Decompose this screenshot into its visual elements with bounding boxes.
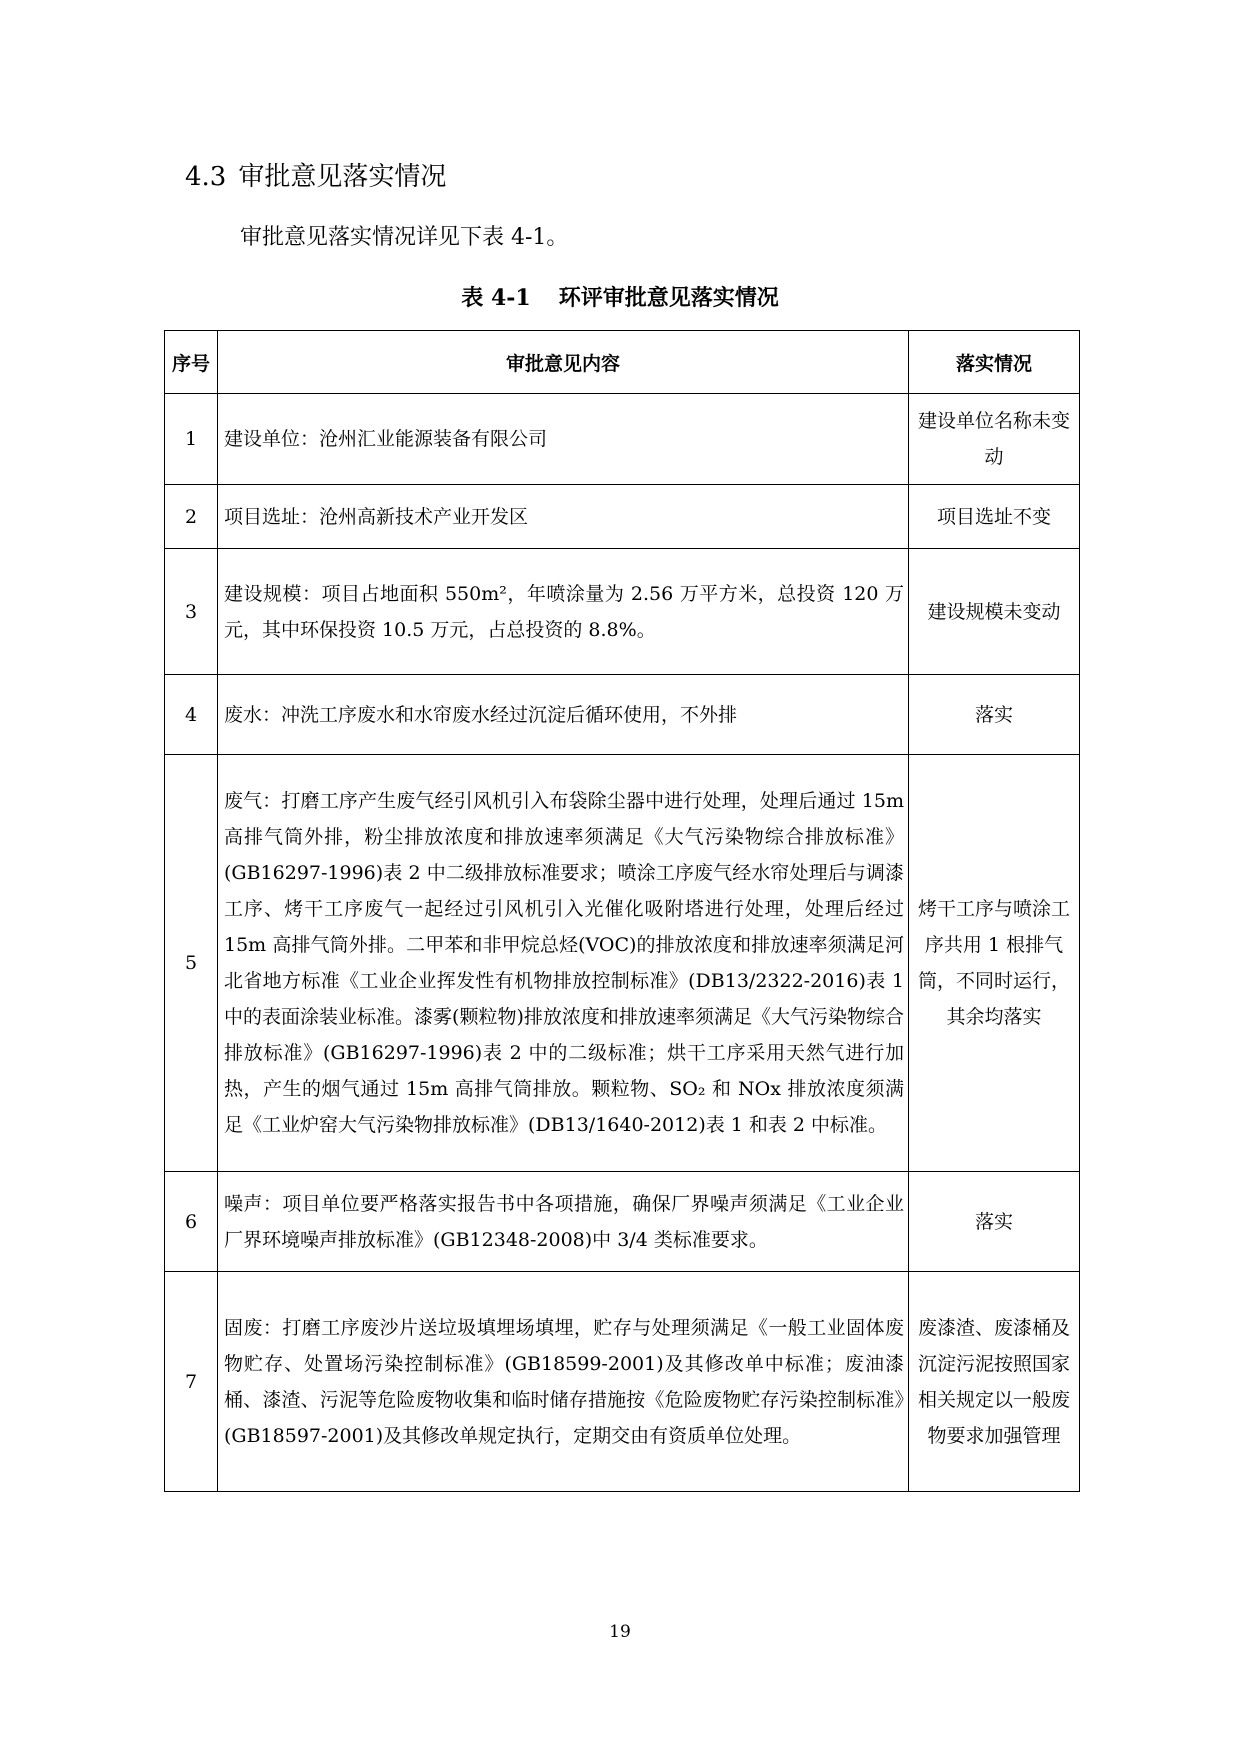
row-no: 2 — [165, 485, 218, 549]
page-number: 19 — [609, 1622, 631, 1642]
row-content: 噪声：项目单位要严格落实报告书中各项措施，确保厂界噪声须满足《工业企业厂界环境噪声排放标准》(GB12348-2008)中 3/4 类标准要求。 — [218, 1172, 909, 1272]
row-status: 建设单位名称未变动 — [909, 394, 1080, 485]
row-content: 建设单位：沧州汇业能源装备有限公司 — [218, 394, 909, 485]
row-no: 7 — [165, 1272, 218, 1492]
table-row — [165, 755, 1080, 1172]
table-row — [165, 675, 1080, 755]
header-status: 落实情况 — [909, 331, 1080, 394]
row-no: 5 — [165, 755, 218, 1172]
table-caption-number: 表 4-1 — [461, 285, 531, 311]
row-no: 4 — [165, 675, 218, 755]
table-row — [165, 1172, 1080, 1272]
row-no: 3 — [165, 549, 218, 675]
row-content: 项目选址：沧州高新技术产业开发区 — [218, 485, 909, 549]
row-content: 固废：打磨工序废沙片送垃圾填埋场填埋，贮存与处理须满足《一般工业固体废物贮存、处置场污染控制标准》(GB18599-2001)及其修改单中标准；废油漆桶、漆渣、污泥等危险废物收集和临时储存措施按《危险废物贮存污染控制标准》(GB18597-2001)及其修改单规定执行，定期交由有资质单位处理。 — [218, 1272, 909, 1492]
section-heading — [185, 160, 446, 194]
approval-opinions-table — [164, 330, 1080, 1492]
table-row — [165, 394, 1080, 485]
row-status: 落实 — [909, 675, 1080, 755]
row-status: 项目选址不变 — [909, 485, 1080, 549]
row-content: 废水：冲洗工序废水和水帘废水经过沉淀后循环使用，不外排 — [218, 675, 909, 755]
table-row — [165, 485, 1080, 549]
table-row — [165, 1272, 1080, 1492]
section-number: 4.3 — [185, 162, 227, 192]
row-status: 烤干工序与喷涂工序共用 1 根排气筒，不同时运行，其余均落实 — [909, 755, 1080, 1172]
table-row — [165, 549, 1080, 675]
table-caption-title: 环评审批意见落实情况 — [558, 285, 779, 311]
row-status: 废漆渣、废漆桶及沉淀污泥按照国家相关规定以一般废物要求加强管理 — [909, 1272, 1080, 1492]
table-header-row — [165, 331, 1080, 394]
intro-paragraph: 审批意见落实情况详见下表 4-1。 — [240, 225, 569, 250]
row-no: 6 — [165, 1172, 218, 1272]
table-caption — [0, 282, 1240, 314]
row-status: 建设规模未变动 — [909, 549, 1080, 675]
section-title: 审批意见落实情况 — [238, 162, 447, 192]
row-no: 1 — [165, 394, 218, 485]
header-no: 序号 — [165, 331, 218, 394]
row-status: 落实 — [909, 1172, 1080, 1272]
header-content: 审批意见内容 — [218, 331, 909, 394]
row-content: 建设规模：项目占地面积 550m²，年喷涂量为 2.56 万平方米，总投资 120 万元，其中环保投资 10.5 万元，占总投资的 8.8%。 — [218, 549, 909, 675]
row-content: 废气：打磨工序产生废气经引风机引入布袋除尘器中进行处理，处理后通过 15m 高排气筒外排，粉尘排放浓度和排放速率须满足《大气污染物综合排放标准》(GB16297-1996)表 2 中二级排放标准要求；喷涂工序废气经水帘处理后与调漆工序、烤干工序废气一起经过引风机引入光催化吸附塔进行处理，处理后经过 15m 高排气筒外排。二甲苯和非甲烷总烃(VOC)的排放浓度和排放速率须满足河北省地方标准《工业企业挥发性有机物排放控制标准》(DB13/2322-2016)表 1 中的表面涂装业标准。漆雾(颗粒物)排放浓度和排放速率须满足《大气污染物综合排放标准》(GB16297-1996)表 2 中的二级标准；烘干工序采用天然气进行加热，产生的烟气通过 15m 高排气筒排放。颗粒物、SO₂ 和 NOx 排放浓度须满足《工业炉窑大气污染物排放标准》(DB13/1640-2012)表 1 和表 2 中标准。 — [218, 755, 909, 1172]
